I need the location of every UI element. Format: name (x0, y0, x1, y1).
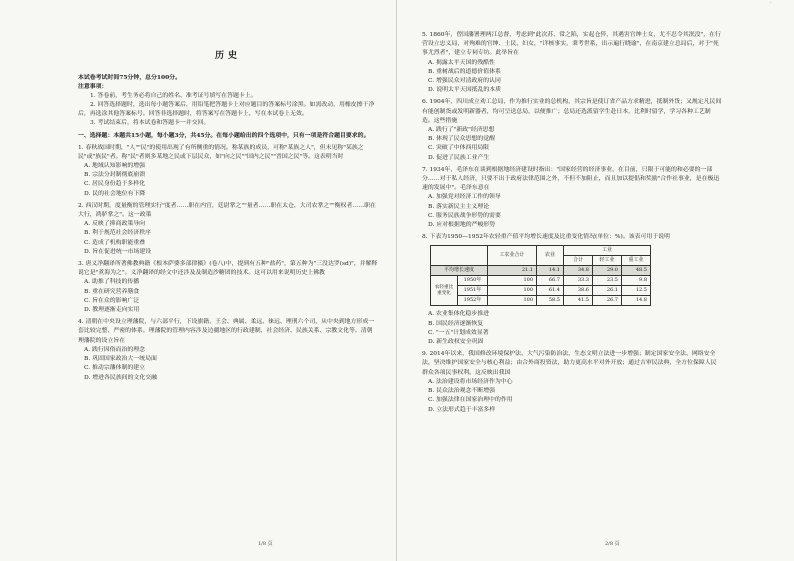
question-stem: 6. 1904年，四川成立劝工总局，作为推行实业的总机构，其宗旨是使订省产品方求精进，抵制外货；又规定凡民间有能创制货或发明新器者，均可呈送总局，以便推广；总局还选派留学生赴日本，比利时留学，学习各种工艺制造。这些措施 (422, 99, 722, 124)
page-number: 2/8 页 (605, 541, 620, 547)
table-cell: 100 (488, 276, 537, 286)
option: C. 增强民众对清政府的认同 (428, 78, 501, 85)
option: A. 农业集体化稳步推进 (428, 311, 490, 318)
option: B. 体现了民众思想的觉醒 (428, 136, 495, 143)
note-item: 2. 回答选择题时，选出每小题答案后，用铅笔把答题卡上对应题目的答案标号涂黑。如需改动，用橡皮擦干净后，再选涂其他答案标号。回答非选择题时，将答案写在答题卡上，写在本试卷上无效。 (78, 101, 375, 118)
question-7 (422, 166, 722, 230)
page-number: 1/8 页 (258, 541, 273, 547)
question-2 (78, 202, 378, 257)
option: A. 揭露太平天国的残酷性 (428, 59, 495, 66)
option: C. 居民身份趋于多样化 (84, 181, 146, 188)
table-header: 合计 (564, 256, 593, 266)
table-cell: 平均增长速度 (431, 266, 488, 276)
option: D. 教理逐渐走向实用 (84, 307, 140, 314)
option: D. 应对根据地的严峻形势 (428, 222, 496, 229)
option: B. 重在研究营养膳食 (84, 288, 140, 295)
table-cell: 66.7 (537, 276, 564, 286)
option: A. 地域认知影响的增强 (84, 163, 146, 170)
page-2 (397, 0, 794, 561)
question-5 (422, 31, 722, 95)
table-header: 轻工业 (593, 256, 622, 266)
table-cell: 38.6 (564, 286, 593, 296)
table-cell: 61.4 (537, 286, 564, 296)
option: B. 落实新民主主义理论 (428, 203, 490, 210)
table-header: 工农业合计 (488, 246, 537, 266)
table-cell: 100 (488, 296, 537, 306)
table-row (431, 276, 651, 286)
option: B. 重树战后的道德价值体系 (428, 68, 501, 75)
notes-heading: 注意事项： (78, 83, 108, 91)
option: C. "一五"计划成效显著 (428, 329, 489, 336)
table-cell: 农轻重比重变化 (431, 276, 458, 305)
exam-intro: 本试卷考试时间75分钟，总分100分。 (78, 74, 181, 82)
option: A. 加强党对经济工作的领导 (428, 194, 501, 201)
option: D. 增进各民族间的文化交融 (84, 374, 158, 381)
question-stem: 4. 清朝在中央设立理藩院，与六部平行，下设旗籍、王会、典属、柔远、徕远、理刑六个司，从中央到地方形成一套比较完整、严密的体系。理藩院的管理内容涉及边疆地区的行政建制，社会经济、民族关系、宗教文化等。清朝理藩院的设立旨在 (78, 319, 375, 344)
table-cell: 12.5 (622, 286, 651, 296)
table-cell: 1951年 (458, 286, 488, 296)
data-table (430, 245, 651, 306)
option: D. 立法形式趋于丰富多样 (428, 406, 496, 413)
note-item: 1. 答卷前，考生务必将自己的姓名、准考证号填写在答题卡上。 (90, 92, 257, 99)
option: D. 民的社会地位有下降 (84, 190, 146, 197)
note-item: 3. 考试结束后，将本试卷和答题卡一并交回。 (90, 120, 210, 127)
table-cell: 26.1 (593, 286, 622, 296)
option: C. 加强法律在国家治理中的作用 (428, 397, 513, 404)
table-cell: 23.5 (593, 276, 622, 286)
question-6 (422, 98, 722, 162)
option: D. 促进了民族工业产生 (428, 154, 490, 161)
table-cell: 14.1 (537, 266, 564, 276)
option: B. 利于规范社会经济秩序 (84, 230, 151, 237)
option: A. 践行了"新政"经济思想 (428, 127, 495, 134)
option: D. 说明太平天国抵乱的本质 (428, 87, 502, 94)
table-cell: 41.5 (564, 296, 593, 306)
option: C. 旨在众的影响广泛 (84, 297, 140, 304)
top-corner-mark: · (770, 0, 772, 6)
section-heading: 一、选择题：本题共15小题，每小题3分，共45分。在每小题给出的四个选项中，只有一项是符合题目要求的。 (78, 132, 370, 140)
question-stem: 3. 唐义净翻译所著佛教典籍《根本萨婆多部律摄》(卷八)中，提到有五种"盐药"，第五种为"三没达罗(sd)"，并解释说它是"煮海为之"。义净翻译的经文中还涉及及制造沙糖团的技术。这可以用来说明历史上佛教 (78, 261, 378, 277)
question-stem: 2. 西汉时期，度量衡的管理实行"度者……职在内官，廷尉掌之""量者……职在太仓，大司农掌之""衡权者……职在大行，鸿胪掌之"。这一政策 (78, 202, 376, 219)
option: C. 突破了中体西用局限 (428, 145, 490, 152)
option: B. 巩固国家政治大一统局面 (84, 356, 157, 363)
table-header: 重工业 (622, 256, 651, 266)
table-header-row (431, 246, 651, 256)
option: A. 践行因俗而治的理念 (84, 346, 146, 353)
option: B. 宗法分封制彻底崩溃 (84, 172, 146, 179)
table-cell: 14.8 (622, 296, 651, 306)
table-cell: 33.3 (564, 276, 593, 286)
table-cell: 21.1 (488, 266, 537, 276)
table-cell: 26.7 (593, 296, 622, 306)
option: B. 民众法治观念不断增强 (428, 388, 495, 395)
option: C. 服务民族战争形势的需要 (428, 212, 501, 219)
option: B. 国民经济逐渐恢复 (428, 320, 484, 327)
option: C. 造成了机构职能重叠 (84, 239, 146, 246)
table-cell: 9.8 (622, 276, 651, 286)
question-4 (78, 318, 378, 382)
exam-title: 历史 (214, 51, 241, 61)
question-stem: 5. 1860年，曾国藩署理两江总督，考虑到"此次苏、常之陷，实起仓猝，其遇害官绅士女，尤不忍令其泯没"，在行营设立忠义局，对殉难的官绅、士民、妇女，"详核事实，秉考世系，出示遍行晓谕"，在南京建立总局后，对于"死事尤烈者"，建立专祠专坊。此举旨在 (422, 32, 721, 57)
question-9 (422, 350, 722, 414)
table-header: 农业 (537, 246, 564, 266)
question-8 (422, 233, 722, 347)
option: D. 旨在促进统一市场建设 (84, 248, 152, 255)
table-header: 工业 (564, 246, 651, 256)
option: D. 新生政权安全巩固 (428, 339, 484, 346)
question-stem: 7. 1934年，毛泽东在谈到根据地经济建设时指出："国家经营的经济事业，在目前，只限于可能的和必要的一部分……对于私人经济，只要不出于政府法律范围之外，不但不加阻止，而且加以提倡和奖励"合作社事业，是在极迅速的发展中"。毛泽东意在 (422, 166, 720, 192)
table-cell: 58.5 (537, 296, 564, 306)
option: A. 助推了科技的传播 (84, 279, 140, 286)
question-stem: 1. 春秋战国时期，"人""民"的使用出现了有所侧重的情况。称某族的成员，可称"某族之人"，但未见称"某族之民"或"族民"者。称"民"者则多某地之民或下层民众，如"向之民""国内之民""晋国之民"等。这表明当时 (78, 144, 364, 160)
option: A. 反映了抑商政策导向 (84, 221, 146, 228)
table-cell: 34.8 (564, 266, 593, 276)
table-cell: 29.0 (593, 266, 622, 276)
question-3 (78, 260, 378, 315)
table-cell: 1952年 (463, 297, 482, 304)
question-stem: 8. 下表为1950—1952年农轻重产值平均增长速度及比重变化情况(单位：%)。该表可用于说明 (422, 234, 670, 241)
table-cell: 1950年 (458, 276, 488, 286)
option: C. 推动宗藩体制的建立 (84, 365, 146, 372)
table-row (431, 266, 651, 276)
question-1 (78, 144, 378, 199)
page-2-content (422, 28, 722, 415)
page-1-content (78, 0, 378, 383)
question-stem: 9. 2014年以来，我国修改环境保护法、大气污染防治法，生态文明立法进一步增强；制定国家安全法、网络安全法，坚决维护国家安全与核心利益；由合外商投资法，助力更高水平对外开放；通过吉审民法典，全方位保障人民群众各项民事权利。这反映出我国 (422, 351, 717, 376)
table-cell: 48.5 (622, 266, 651, 276)
table-cell: 100 (488, 286, 537, 296)
option: A. 法治建设将市场经济作为中心 (428, 378, 513, 385)
